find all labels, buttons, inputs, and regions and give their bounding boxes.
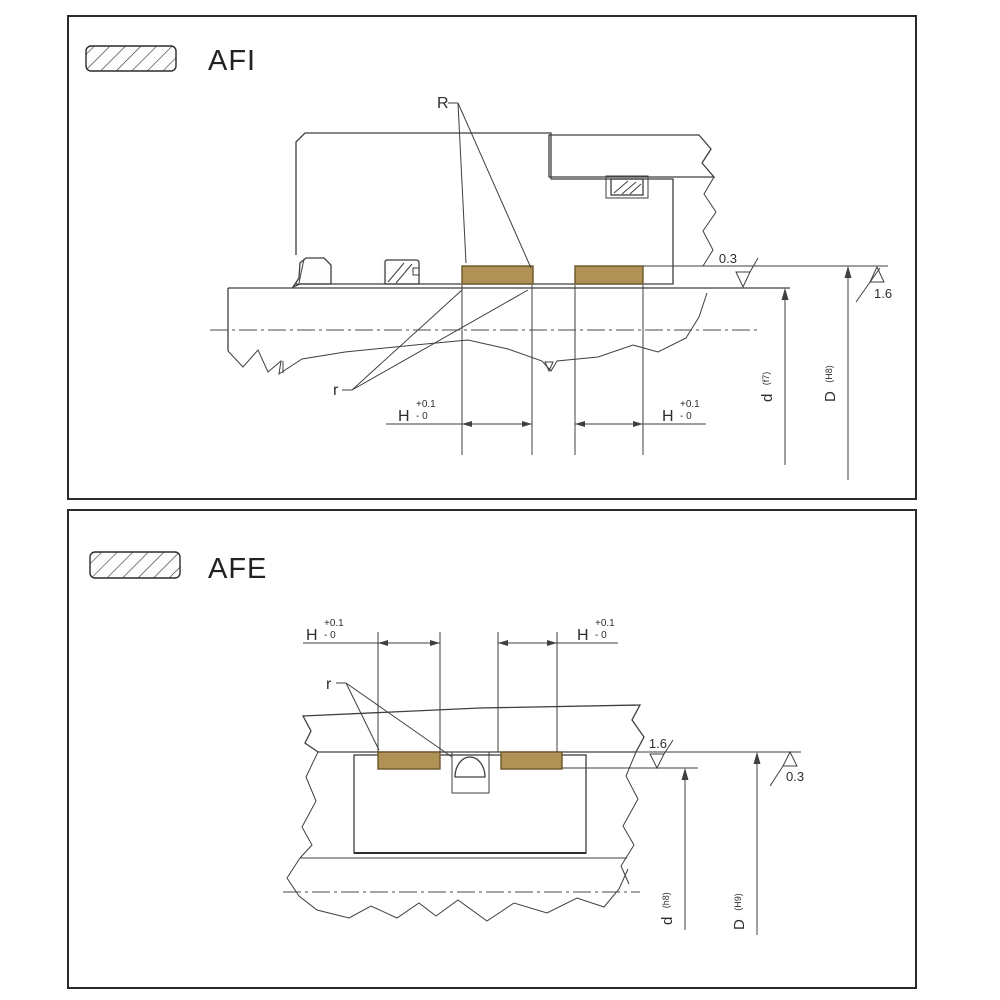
svg-text:- 0: - 0 bbox=[416, 411, 428, 422]
svg-text:+0.1: +0.1 bbox=[324, 618, 344, 629]
finish-value: 1.6 bbox=[874, 286, 893, 301]
svg-text:R: R bbox=[437, 95, 449, 112]
panel-afi-border bbox=[68, 16, 916, 499]
svg-text:r: r bbox=[326, 676, 332, 693]
panel-afe-border bbox=[68, 510, 916, 988]
title-afi: AFI bbox=[208, 45, 257, 77]
guide-strip-1 bbox=[462, 266, 533, 284]
svg-text:- 0: - 0 bbox=[324, 630, 336, 641]
legend-swatch-afe bbox=[90, 552, 180, 578]
wiper-seal bbox=[293, 255, 333, 287]
finish-value: 0.3 bbox=[786, 769, 805, 784]
svg-text:D (H9): D (H9) bbox=[731, 893, 748, 930]
svg-text:H: H bbox=[662, 408, 674, 425]
svg-text:H: H bbox=[577, 627, 589, 644]
svg-text:+0.1: +0.1 bbox=[416, 399, 436, 410]
svg-text:D (H8): D (H8) bbox=[822, 365, 839, 402]
svg-text:H: H bbox=[306, 627, 318, 644]
svg-text:r: r bbox=[333, 382, 339, 399]
legend-swatch-afi bbox=[86, 46, 176, 71]
rod-seal bbox=[381, 258, 423, 284]
guide-strip-2 bbox=[501, 752, 562, 769]
svg-text:+0.1: +0.1 bbox=[595, 618, 615, 629]
title-afe: AFE bbox=[208, 553, 268, 585]
svg-text:- 0: - 0 bbox=[595, 630, 607, 641]
finish-value: 1.6 bbox=[648, 736, 667, 751]
svg-text:+0.1: +0.1 bbox=[680, 399, 700, 410]
panel-afe bbox=[68, 510, 916, 988]
svg-text:d (h8): d (h8) bbox=[659, 892, 676, 925]
guide-strip-1 bbox=[378, 752, 440, 769]
finish-value: 0.3 bbox=[718, 251, 737, 266]
svg-text:- 0: - 0 bbox=[680, 411, 692, 422]
guide-strip-2 bbox=[575, 266, 643, 284]
svg-text:d (f7): d (f7) bbox=[759, 371, 776, 402]
svg-text:H: H bbox=[398, 408, 410, 425]
panel-afi bbox=[68, 16, 916, 499]
